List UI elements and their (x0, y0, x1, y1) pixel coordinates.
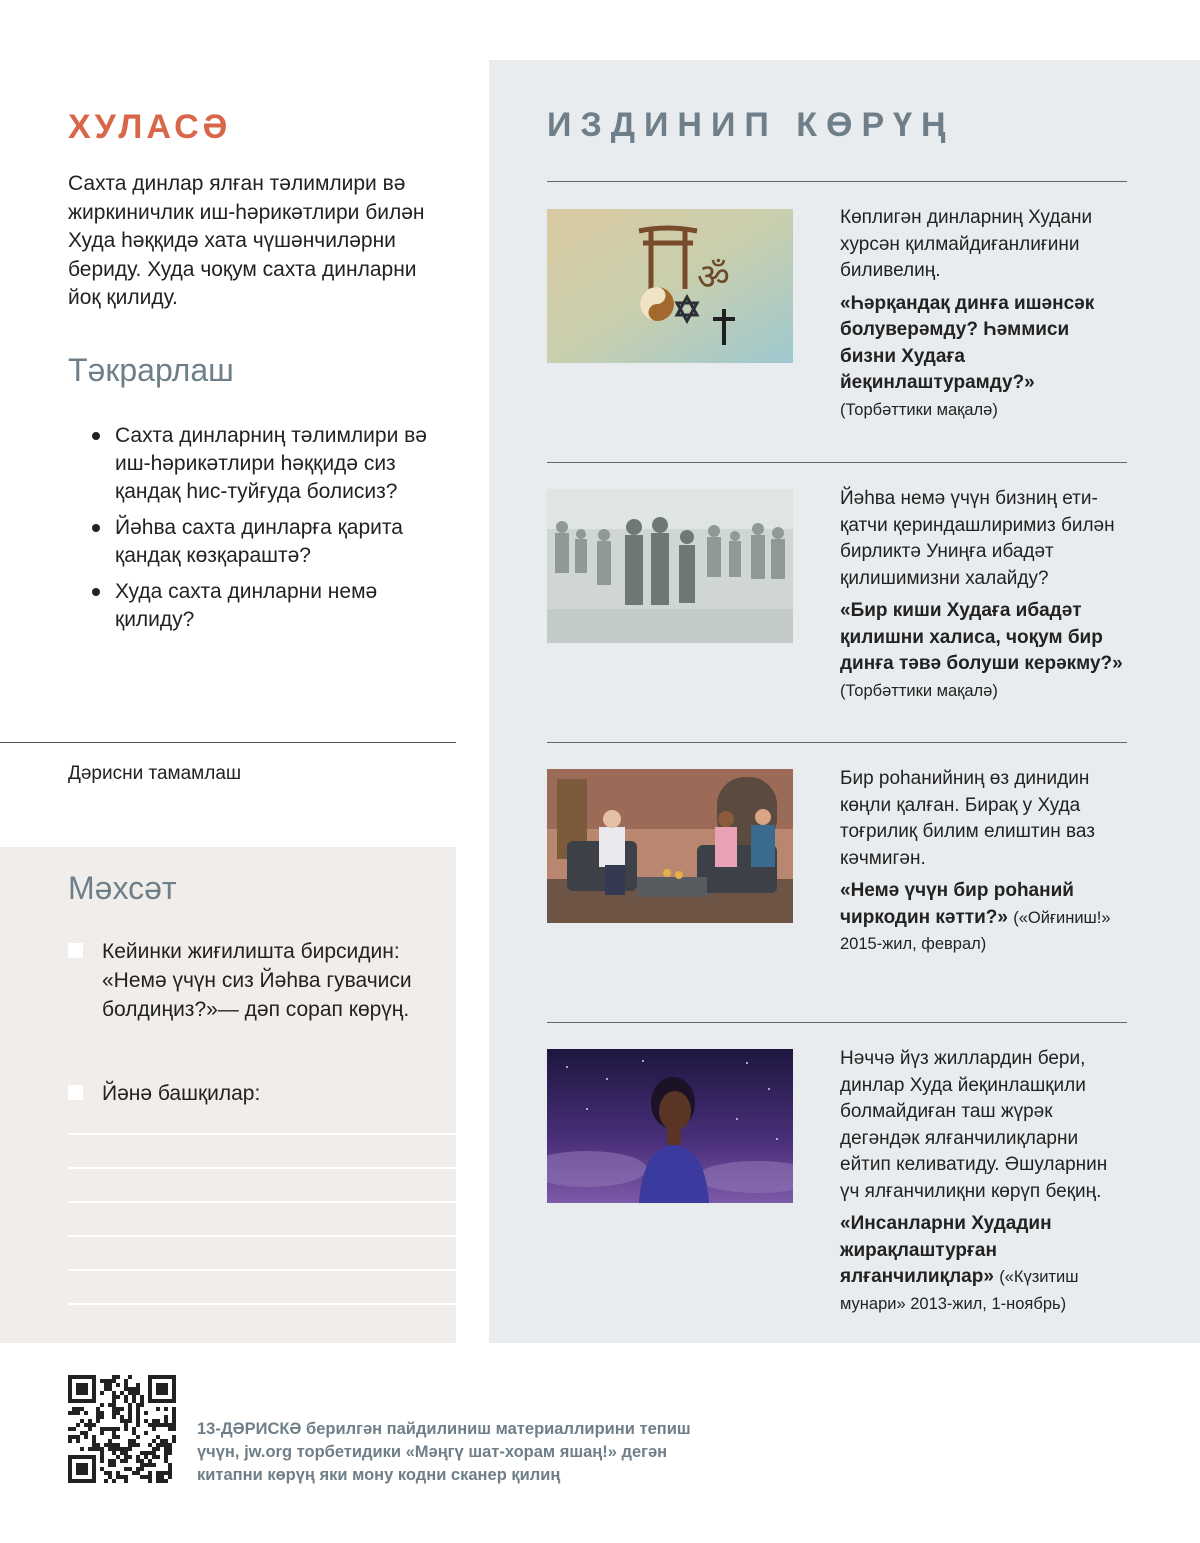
bullet-icon (92, 588, 100, 596)
writing-line[interactable] (68, 1269, 456, 1271)
writing-line[interactable] (68, 1133, 456, 1135)
writing-line[interactable] (68, 1167, 456, 1169)
resource-card (840, 1046, 1130, 1317)
card-title[interactable]: «Немә үчүн бир роһаний чиркодин кәтти?» (840, 880, 1074, 928)
bullet-icon (92, 524, 100, 532)
card-description: Көплигән динларниң Худани хурсән қилмайдиғанлиғини биливелиң. (840, 207, 1093, 281)
card-source: («Күзитиш мунари» 2013-жил, 1-ноябрь) (840, 1268, 1079, 1313)
summary-heading: ХУЛАСӘ (68, 108, 232, 146)
review-heading: Тәкрарлаш (68, 352, 234, 388)
summary-text: Сахта динлар ялған тәлимлири вә жиркиничлик иш-һәрикәтлири билән Худа һәққидә хата чүшәнчиләрни бериду. Худа чоқум сахта динларни йоқ қилиду. (68, 172, 425, 309)
conversation-image[interactable] (547, 769, 793, 923)
checkbox[interactable] (68, 943, 83, 958)
goal-item-text: Кейинки жиғилишта бирсидин: «Немә үчүн сиз Йәһва гувачиси болдиңиз?»— дәп сорап көрүң. (102, 940, 412, 1021)
card-description: Йәһва немә үчүн бизниң етиқатчи қериндашлиримиз билән бирликтә Униңға ибадәт қилишимизни халайду? (840, 488, 1115, 589)
goal-item-text: Йәнә башқилар: (102, 1082, 261, 1105)
card-title[interactable]: «Һәрқандақ динға ишәнсәк болуверәмду? Һәммиси бизни Худаға йеқинлаштурамду?» (840, 292, 1095, 393)
checkbox[interactable] (68, 1085, 83, 1100)
goal-item-other (68, 1079, 448, 1108)
woman-night-sky-image[interactable] (547, 1049, 793, 1203)
review-question (88, 422, 448, 506)
review-question (88, 514, 448, 570)
qr-code-icon[interactable] (68, 1375, 176, 1483)
people-gathering-image[interactable] (547, 489, 793, 643)
review-list (88, 422, 448, 642)
bullet-icon (92, 432, 100, 440)
review-question-text: Худа сахта динларни немә қилиду? (115, 580, 378, 631)
svg-text:ॐ: ॐ (697, 257, 730, 298)
goal-heading: Мәхсәт (68, 870, 177, 906)
card-source: («Ойғиниш!» 2015-жил, феврал) (840, 908, 1111, 953)
goal-item-ask (68, 937, 448, 1024)
card-description: Нәччә йүз жиллардин бери, динлар Худа йеқинлашқили болмайдиған таш жүрәк дегәндәк ялғанчилиқларни ейтип келиватиду. Әшуларнин үч ялғанчилиқни көрүп беқиң. (840, 1048, 1108, 1202)
writing-line[interactable] (68, 1201, 456, 1203)
resource-card (840, 205, 1130, 423)
divider (547, 462, 1127, 463)
card-title[interactable]: «Инсанларни Худадин жирақлаштурған ялғанчилиқлар» (840, 1213, 1052, 1287)
divider (547, 1022, 1127, 1023)
lesson-complete-label: Дәрисни тамамлаш (68, 763, 242, 784)
card-title[interactable]: «Бир киши Худаға ибадәт қилишни халиса, чоқум бир динға тәвә болуши керәкму?» (840, 600, 1123, 674)
review-question-text: Йәһва сахта динларға қарита қандақ көзқараштә? (115, 516, 403, 567)
footer-note: 13-ДӘРИСКӘ берилгән пайдилиниш материаллирини тепиш үчүн, jw.org торбетидики «Мәңгү шат-хорам яшаң!» дегән китапни көрүң яки мону кодни сканер қилиң (197, 1420, 691, 1484)
religious-symbols-image[interactable] (547, 209, 793, 363)
review-question-text: Сахта динларниң тәлимлири вә иш-һәрикәтлири һәққидә сиз қандақ һис-туйғуда болисиз? (115, 424, 427, 503)
resource-card (840, 766, 1130, 958)
divider (547, 742, 1127, 743)
resource-card (840, 486, 1130, 704)
card-source: (Торбәттики мақалә) (840, 681, 998, 700)
writing-line[interactable] (68, 1303, 456, 1305)
divider (0, 742, 456, 743)
divider (547, 181, 1127, 182)
card-description: Бир роһанийниң өз динидин көңли қалған. Бирақ у Худа тоғрилиқ билим елиштин ваз кәчмигән. (840, 768, 1095, 869)
card-source: (Торбәттики мақалә) (840, 400, 998, 419)
review-question (88, 578, 448, 634)
writing-line[interactable] (68, 1235, 456, 1237)
explore-heading: ИЗДИНИП КӨРҮҢ (547, 106, 955, 144)
